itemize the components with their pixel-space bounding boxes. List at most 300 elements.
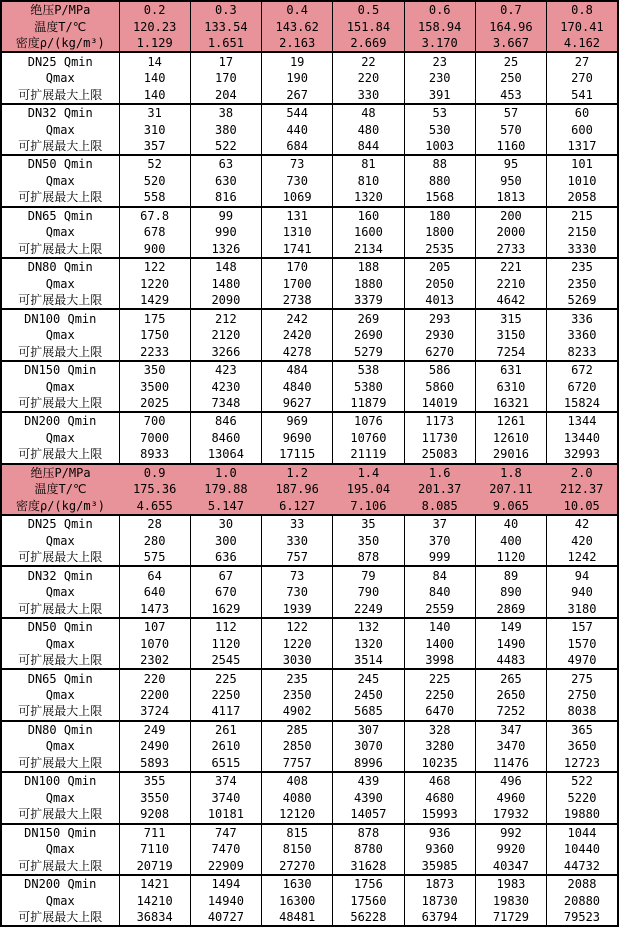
header-row-temperature [1,481,618,497]
qmax-value: 3360 [547,327,618,343]
pressure-value: 1.8 [475,464,546,481]
expand-label: 可扩展最大上限 [1,703,119,720]
expand-value: 21119 [333,446,404,463]
qmin-value: 265 [475,669,546,686]
qmax-label: Qmax [1,327,119,343]
expand-value: 1242 [547,549,618,566]
expand-label: 可扩展最大上限 [1,600,119,617]
qmax-value: 2490 [119,738,190,754]
qmin-label: DN32 Qmin [1,104,119,121]
group-row-dn100-qmin [1,309,618,326]
temperature-value: 195.04 [333,481,404,497]
qmin-label: DN200 Qmin [1,412,119,429]
density-value: 4.162 [547,35,618,52]
qmin-value: 992 [475,824,546,841]
qmin-value: 711 [119,824,190,841]
qmax-value: 2350 [262,687,333,703]
temperature-value: 143.62 [262,18,333,34]
qmin-value: 1044 [547,824,618,841]
group-row-dn25-expand [1,86,618,103]
qmax-value: 600 [547,121,618,137]
expand-value: 1120 [475,549,546,566]
qmin-value: 35 [333,515,404,532]
density-value: 6.127 [262,498,333,515]
qmin-value: 1344 [547,412,618,429]
qmin-value: 95 [475,155,546,172]
group-row-dn150-qmax [1,378,618,394]
qmax-label: Qmax [1,635,119,651]
density-value: 9.065 [475,498,546,515]
qmax-value: 4680 [404,790,475,806]
qmin-value: 170 [262,258,333,275]
expand-value: 79523 [547,909,618,926]
pressure-label: 绝压P/MPa [1,464,119,481]
qmax-value: 4230 [190,378,261,394]
density-value: 4.655 [119,498,190,515]
qmin-value: 200 [475,207,546,224]
expand-value: 1317 [547,138,618,155]
qmax-value: 4080 [262,790,333,806]
expand-value: 14019 [404,395,475,412]
temperature-value: 201.37 [404,481,475,497]
temperature-value: 212.37 [547,481,618,497]
qmin-value: 225 [404,669,475,686]
expand-value: 5269 [547,292,618,309]
group-row-dn25-expand [1,549,618,566]
group-row-dn32-expand [1,138,618,155]
qmax-value: 8460 [190,430,261,446]
qmax-value: 5380 [333,378,404,394]
expand-value: 8996 [333,755,404,772]
qmax-value: 2200 [119,687,190,703]
qmax-value: 16300 [262,892,333,908]
qmax-label: Qmax [1,790,119,806]
qmin-value: 468 [404,772,475,789]
qmin-value: 81 [333,155,404,172]
qmax-value: 270 [547,70,618,86]
expand-value: 4278 [262,343,333,360]
qmin-value: 112 [190,618,261,635]
qmin-value: 53 [404,104,475,121]
qmax-value: 250 [475,70,546,86]
qmax-value: 9690 [262,430,333,446]
group-row-dn32-qmax [1,584,618,600]
qmax-value: 2050 [404,276,475,292]
expand-value: 7252 [475,703,546,720]
group-row-dn150-qmin [1,361,618,378]
qmax-value: 10440 [547,841,618,857]
group-row-dn100-expand [1,806,618,823]
expand-value: 17115 [262,446,333,463]
expand-value: 4970 [547,652,618,669]
group-row-dn150-qmax [1,841,618,857]
qmin-value: 131 [262,207,333,224]
group-row-dn50-qmax [1,635,618,651]
group-row-dn200-qmax [1,430,618,446]
qmin-value: 672 [547,361,618,378]
qmin-value: 79 [333,566,404,583]
qmin-label: DN25 Qmin [1,52,119,69]
qmax-value: 2350 [547,276,618,292]
qmax-value: 4390 [333,790,404,806]
qmax-value: 1750 [119,327,190,343]
expand-value: 2025 [119,395,190,412]
qmin-value: 355 [119,772,190,789]
qmin-value: 423 [190,361,261,378]
expand-value: 13064 [190,446,261,463]
expand-value: 1429 [119,292,190,309]
qmax-value: 330 [262,533,333,549]
expand-value: 15824 [547,395,618,412]
expand-label: 可扩展最大上限 [1,292,119,309]
qmin-value: 88 [404,155,475,172]
qmin-value: 315 [475,309,546,326]
expand-value: 7757 [262,755,333,772]
expand-label: 可扩展最大上限 [1,343,119,360]
qmax-value: 880 [404,173,475,189]
qmax-value: 520 [119,173,190,189]
qmin-value: 212 [190,309,261,326]
qmax-value: 9360 [404,841,475,857]
qmax-value: 1010 [547,173,618,189]
qmax-value: 2610 [190,738,261,754]
qmax-value: 940 [547,584,618,600]
pressure-label: 绝压P/MPa [1,1,119,18]
qmin-value: 188 [333,258,404,275]
qmax-value: 670 [190,584,261,600]
expand-value: 140 [119,86,190,103]
qmax-value: 18730 [404,892,475,908]
qmin-value: 57 [475,104,546,121]
group-row-dn32-qmin [1,104,618,121]
qmax-value: 3550 [119,790,190,806]
expand-value: 2302 [119,652,190,669]
qmin-value: 484 [262,361,333,378]
group-row-dn32-qmin [1,566,618,583]
qmin-value: 14 [119,52,190,69]
qmin-value: 1983 [475,875,546,892]
qmax-value: 1570 [547,635,618,651]
expand-value: 1326 [190,241,261,258]
group-row-dn150-expand [1,395,618,412]
expand-value: 5279 [333,343,404,360]
expand-label: 可扩展最大上限 [1,549,119,566]
qmax-label: Qmax [1,224,119,240]
expand-value: 9627 [262,395,333,412]
qmax-value: 630 [190,173,261,189]
qmin-value: 1873 [404,875,475,892]
qmin-label: DN32 Qmin [1,566,119,583]
qmax-label: Qmax [1,378,119,394]
expand-value: 1568 [404,189,475,206]
density-value: 1.651 [190,35,261,52]
expand-label: 可扩展最大上限 [1,446,119,463]
qmin-value: 2088 [547,875,618,892]
expand-value: 6470 [404,703,475,720]
expand-value: 10181 [190,806,261,823]
expand-value: 2058 [547,189,618,206]
temperature-label: 温度T/℃ [1,18,119,34]
qmax-value: 1220 [262,635,333,651]
qmin-value: 496 [475,772,546,789]
expand-value: 2090 [190,292,261,309]
qmin-value: 64 [119,566,190,583]
expand-value: 2869 [475,600,546,617]
qmax-value: 310 [119,121,190,137]
expand-value: 2535 [404,241,475,258]
temperature-value: 133.54 [190,18,261,34]
group-row-dn80-qmin [1,721,618,738]
group-row-dn25-qmin [1,52,618,69]
qmin-label: DN100 Qmin [1,772,119,789]
qmin-value: 347 [475,721,546,738]
expand-value: 20719 [119,857,190,874]
group-row-dn200-qmin [1,875,618,892]
qmin-value: 52 [119,155,190,172]
expand-value: 17932 [475,806,546,823]
qmax-value: 2690 [333,327,404,343]
qmin-value: 235 [547,258,618,275]
qmax-value: 1880 [333,276,404,292]
pressure-value: 0.8 [547,1,618,18]
expand-value: 8038 [547,703,618,720]
qmin-value: 99 [190,207,261,224]
pressure-value: 1.4 [333,464,404,481]
qmin-label: DN150 Qmin [1,824,119,841]
expand-value: 522 [190,138,261,155]
qmin-value: 328 [404,721,475,738]
expand-label: 可扩展最大上限 [1,857,119,874]
expand-value: 8933 [119,446,190,463]
qmax-value: 400 [475,533,546,549]
pressure-value: 1.6 [404,464,475,481]
qmin-value: 73 [262,155,333,172]
qmin-value: 42 [547,515,618,532]
expand-value: 684 [262,138,333,155]
expand-value: 391 [404,86,475,103]
expand-value: 4483 [475,652,546,669]
density-value: 3.170 [404,35,475,52]
qmin-value: 38 [190,104,261,121]
qmin-label: DN65 Qmin [1,669,119,686]
expand-value: 19880 [547,806,618,823]
qmax-value: 3740 [190,790,261,806]
expand-value: 22909 [190,857,261,874]
expand-value: 9208 [119,806,190,823]
qmin-value: 336 [547,309,618,326]
expand-value: 12723 [547,755,618,772]
qmin-value: 140 [404,618,475,635]
expand-value: 999 [404,549,475,566]
pressure-value: 0.7 [475,1,546,18]
expand-value: 71729 [475,909,546,926]
density-value: 1.129 [119,35,190,52]
qmin-value: 67.8 [119,207,190,224]
group-row-dn200-expand [1,909,618,926]
expand-value: 11879 [333,395,404,412]
qmax-value: 370 [404,533,475,549]
qmin-value: 586 [404,361,475,378]
qmax-value: 9920 [475,841,546,857]
qmax-value: 1070 [119,635,190,651]
pressure-value: 1.0 [190,464,261,481]
qmin-label: DN100 Qmin [1,309,119,326]
qmin-value: 936 [404,824,475,841]
qmin-value: 67 [190,566,261,583]
expand-value: 35985 [404,857,475,874]
qmax-value: 220 [333,70,404,86]
qmax-label: Qmax [1,173,119,189]
density-value: 8.085 [404,498,475,515]
group-row-dn25-qmax [1,533,618,549]
qmin-value: 878 [333,824,404,841]
expand-value: 453 [475,86,546,103]
qmax-value: 530 [404,121,475,137]
table-body [1,1,618,926]
group-row-dn65-qmin [1,669,618,686]
qmax-value: 7470 [190,841,261,857]
group-row-dn100-qmin [1,772,618,789]
qmax-value: 8780 [333,841,404,857]
density-value: 2.669 [333,35,404,52]
expand-value: 3379 [333,292,404,309]
pressure-value: 0.4 [262,1,333,18]
qmin-value: 249 [119,721,190,738]
group-row-dn80-expand [1,755,618,772]
qmin-value: 285 [262,721,333,738]
expand-value: 1069 [262,189,333,206]
density-value: 10.05 [547,498,618,515]
qmin-value: 544 [262,104,333,121]
expand-value: 1003 [404,138,475,155]
qmin-value: 747 [190,824,261,841]
qmax-value: 440 [262,121,333,137]
qmin-value: 23 [404,52,475,69]
expand-value: 1320 [333,189,404,206]
qmin-value: 25 [475,52,546,69]
expand-value: 844 [333,138,404,155]
qmin-value: 31 [119,104,190,121]
temperature-value: 151.84 [333,18,404,34]
qmax-value: 2850 [262,738,333,754]
expand-value: 3180 [547,600,618,617]
qmax-value: 4960 [475,790,546,806]
qmin-value: 94 [547,566,618,583]
header-row-temperature [1,18,618,34]
temperature-value: 170.41 [547,18,618,34]
qmax-value: 790 [333,584,404,600]
qmax-label: Qmax [1,121,119,137]
group-row-dn32-expand [1,600,618,617]
group-row-dn200-expand [1,446,618,463]
qmin-value: 235 [262,669,333,686]
qmax-value: 2420 [262,327,333,343]
qmin-value: 242 [262,309,333,326]
qmax-value: 380 [190,121,261,137]
qmin-value: 17 [190,52,261,69]
expand-value: 878 [333,549,404,566]
qmin-value: 205 [404,258,475,275]
qmin-value: 89 [475,566,546,583]
qmax-value: 2000 [475,224,546,240]
group-row-dn65-qmax [1,224,618,240]
qmax-label: Qmax [1,430,119,446]
qmax-label: Qmax [1,892,119,908]
qmin-value: 969 [262,412,333,429]
header-row-pressure [1,464,618,481]
expand-value: 4013 [404,292,475,309]
qmax-value: 3470 [475,738,546,754]
qmin-value: 538 [333,361,404,378]
pressure-value: 0.3 [190,1,261,18]
qmin-value: 700 [119,412,190,429]
qmin-value: 365 [547,721,618,738]
qmin-value: 122 [119,258,190,275]
expand-value: 12120 [262,806,333,823]
qmin-value: 522 [547,772,618,789]
qmax-value: 170 [190,70,261,86]
qmin-value: 101 [547,155,618,172]
qmax-value: 350 [333,533,404,549]
qmin-value: 40 [475,515,546,532]
qmax-value: 2210 [475,276,546,292]
group-row-dn150-qmin [1,824,618,841]
expand-value: 575 [119,549,190,566]
qmin-value: 148 [190,258,261,275]
expand-value: 3514 [333,652,404,669]
expand-value: 204 [190,86,261,103]
expand-value: 56228 [333,909,404,926]
qmin-value: 225 [190,669,261,686]
qmax-value: 730 [262,173,333,189]
expand-value: 63794 [404,909,475,926]
expand-value: 4642 [475,292,546,309]
group-row-dn50-qmin [1,155,618,172]
group-row-dn80-qmax [1,738,618,754]
expand-value: 10235 [404,755,475,772]
qmin-value: 33 [262,515,333,532]
pressure-value: 0.6 [404,1,475,18]
qmin-value: 60 [547,104,618,121]
expand-label: 可扩展最大上限 [1,86,119,103]
group-row-dn50-expand [1,652,618,669]
qmax-label: Qmax [1,738,119,754]
qmax-value: 12610 [475,430,546,446]
expand-value: 2733 [475,241,546,258]
pressure-value: 1.2 [262,464,333,481]
qmax-value: 2930 [404,327,475,343]
qmin-value: 37 [404,515,475,532]
qmin-value: 22 [333,52,404,69]
group-row-dn65-expand [1,241,618,258]
expand-value: 3266 [190,343,261,360]
qmax-value: 570 [475,121,546,137]
qmax-value: 1120 [190,635,261,651]
group-row-dn50-qmin [1,618,618,635]
qmax-value: 20880 [547,892,618,908]
expand-value: 48481 [262,909,333,926]
expand-label: 可扩展最大上限 [1,189,119,206]
expand-value: 1160 [475,138,546,155]
qmax-value: 2450 [333,687,404,703]
expand-value: 558 [119,189,190,206]
qmax-label: Qmax [1,687,119,703]
qmin-value: 408 [262,772,333,789]
expand-value: 330 [333,86,404,103]
qmin-value: 30 [190,515,261,532]
expand-value: 1813 [475,189,546,206]
qmin-value: 846 [190,412,261,429]
